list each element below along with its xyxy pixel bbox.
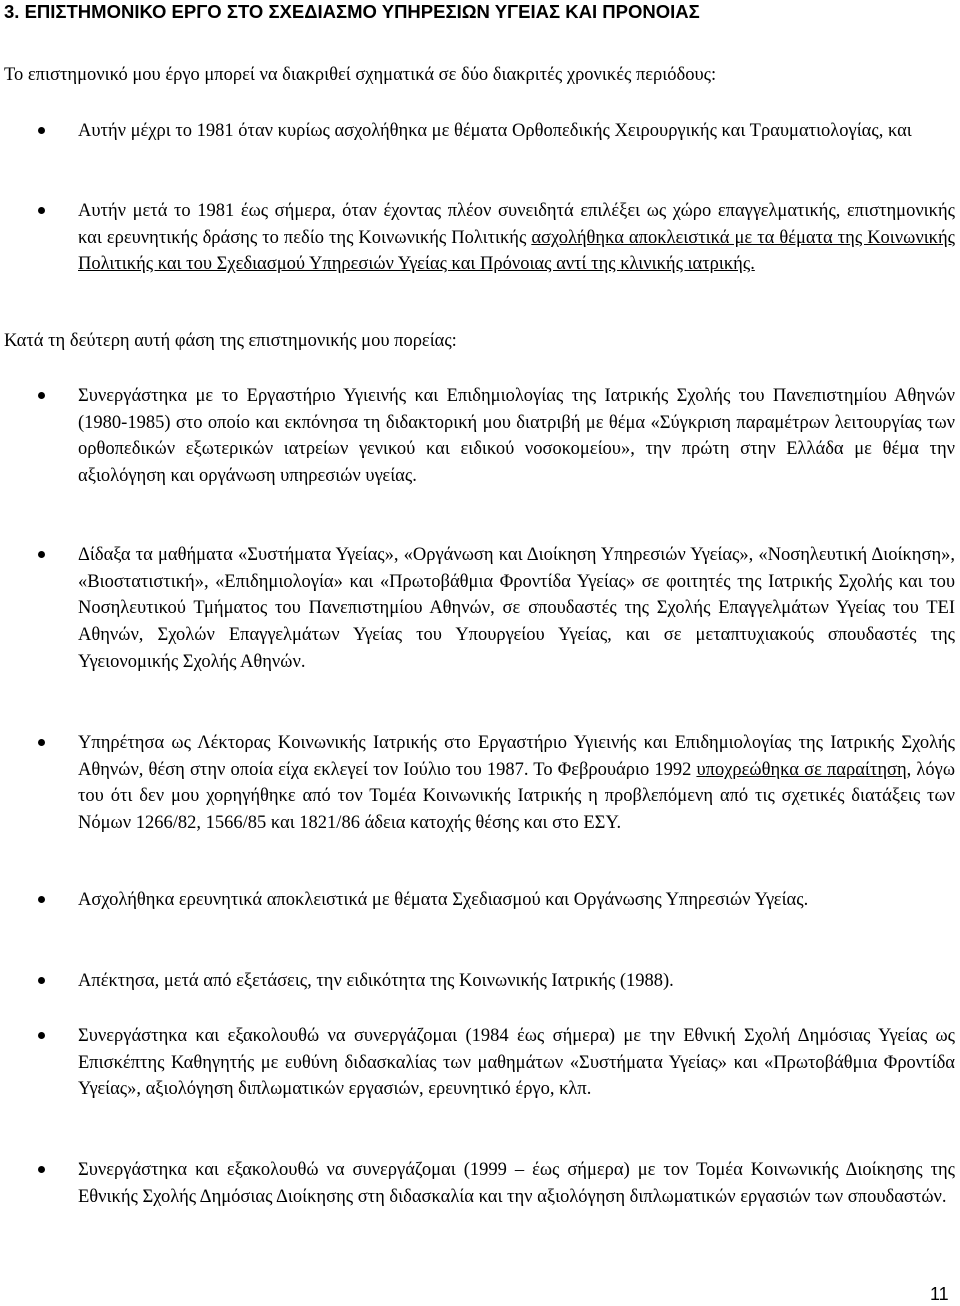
bullet-icon [38, 127, 45, 134]
list-item-text: Συνεργάστηκα και εξακολουθώ να συνεργάζομαι (1984 έως σήμερα) με την Εθνική Σχολή Δημόσιας Υγείας ως Επισκέπτης Καθηγητής με ευθύνη διδασκαλίας των μαθημάτων «Συστήματα Υγείας» και «Πρωτοβάθμια Φροντίδα Υγείας», αξιολόγηση διπλωματικών εργασιών, ερευνητικό έργο, κλπ. [78, 1026, 955, 1100]
list-item [78, 730, 955, 837]
bullet-icon [38, 977, 45, 984]
list-item-text: Συνεργάστηκα με το Εργαστήριο Υγιεινής και Επιδημιολογίας της Ιατρικής Σχολής του Πανεπιστημίου Αθηνών (1980-1985) στο οποίο και εκπόνησα τη διδακτορική μου διατριβή με θέμα «Σύγκριση παραμέτρων λειτουργίας των ορθοπεδικών εξωτερικών ιατρείων γενικού και ειδικού νοσοκομείου», την πρώτη στην Ελλάδα με θέμα την αξιολόγηση και οργάνωση υπηρεσιών υγείας. [78, 386, 955, 487]
bullet-icon [38, 1032, 45, 1039]
list-item-text: Υπηρέτησα ως Λέκτορας Κοινωνικής Ιατρικής στο Εργαστήριο Υγιεινής και Επιδημιολογίας της Ιατρικής Σχολής Αθηνών, θέση στην οποία είχα εκλεγεί τον Ιούλιο του 1987. Το Φεβρουάριο 1992 [78, 733, 955, 780]
list-item [78, 383, 955, 490]
intro-paragraph: Το επιστημονικό μου έργο μπορεί να διακριθεί σχηματικά σε δύο διακριτές χρονικές περιόδους: [4, 65, 717, 85]
list-item [78, 968, 955, 995]
list-item-text: Απέκτησα, μετά από εξετάσεις, την ειδικότητα της Κοινωνικής Ιατρικής (1988). [78, 971, 674, 991]
list-item [78, 198, 955, 278]
list-item [78, 1157, 955, 1210]
list-item-text: Αυτήν μετά το 1981 έως σήμερα, όταν έχοντας πλέον συνειδητά επιλέξει ως χώρο επαγγελματικής, επιστημονικής και ερευνητικής δράσης το πεδίο της Κοινωνικής Πολιτικής [78, 201, 955, 248]
bullet-icon [38, 1166, 45, 1173]
list-item [78, 118, 955, 145]
bullet-icon [38, 896, 45, 903]
list-item [78, 1023, 955, 1103]
section-heading: 3. ΕΠΙΣΤΗΜΟΝΙΚΟ ΕΡΓΟ ΣΤΟ ΣΧΕΔΙΑΣΜΟ ΥΠΗΡΕΣΙΩΝ ΥΓΕΙΑΣ ΚΑΙ ΠΡΟΝΟΙΑΣ [4, 1, 700, 22]
list-item-underlined-text: υποχρεώθηκα σε παραίτηση [696, 759, 907, 780]
list-item-text: Αυτήν μέχρι το 1981 όταν κυρίως ασχολήθηκα με θέματα Ορθοπεδικής Χειρουργικής και Τραυματιολογίας, και [78, 121, 912, 141]
list-item-text: Συνεργάστηκα και εξακολουθώ να συνεργάζομαι (1999 – έως σήμερα) με τον Τομέα Κοινωνικής Διοίκησης της Εθνικής Σχολής Δημόσιας Διοίκησης στη διδασκαλία και την αξιολόγηση διπλωματικών εργασιών των σπουδαστών. [78, 1160, 955, 1207]
list-item-text: Δίδαξα τα μαθήματα «Συστήματα Υγείας», «Οργάνωση και Διοίκηση Υπηρεσιών Υγείας», «Νοσηλευτική Διοίκηση», «Βιοστατιστική», «Επιδημιολογία» και «Πρωτοβάθμια Φροντίδα Υγείας» σε φοιτητές της Ιατρικής Σχολής και του Νοσηλευτικού Τμήματος του Πανεπιστημίου Αθηνών, σε σπουδαστές της Σχολής Επαγγελμάτων Υγείας του ΤΕΙ Αθηνών, Σχολών Επαγγελμάτων Υγείας του Υπουργείου Υγείας, και σε μεταπτυχιακούς σπουδαστές της Υγειονομικής Σχολής Αθηνών. [78, 545, 955, 672]
list-item [78, 887, 955, 914]
bullet-icon [38, 392, 45, 399]
bullet-icon [38, 551, 45, 558]
bullet-icon [38, 207, 45, 214]
list-item-underlined-text: ασχολήθηκα αποκλειστικά με τα θέματα της Κοινωνικής Πολιτικής και του Σχεδιασμού Υπηρεσιών Υγείας και Πρόνοιας αντί της κλινικής ιατρικής. [78, 227, 955, 275]
list-item-text: , λόγω του ότι δεν μου χορηγήθηκε από τον Τομέα Κοινωνικής Ιατρικής η προβλεπόμενη από τις σχετικές διατάξεις των Νόμων 1266/82, 1566/85 και 1821/86 άδεια κατοχής θέσης και στο ΕΣΥ. [78, 759, 955, 834]
list-item-text: Ασχολήθηκα ερευνητικά αποκλειστικά με θέματα Σχεδιασμού και Οργάνωσης Υπηρεσιών Υγείας. [78, 890, 809, 910]
list-item [78, 542, 955, 676]
second-phase-paragraph: Κατά τη δεύτερη αυτή φάση της επιστημονικής μου πορείας: [4, 331, 457, 351]
bullet-icon [38, 739, 45, 746]
page-number: 11 [930, 1284, 949, 1304]
